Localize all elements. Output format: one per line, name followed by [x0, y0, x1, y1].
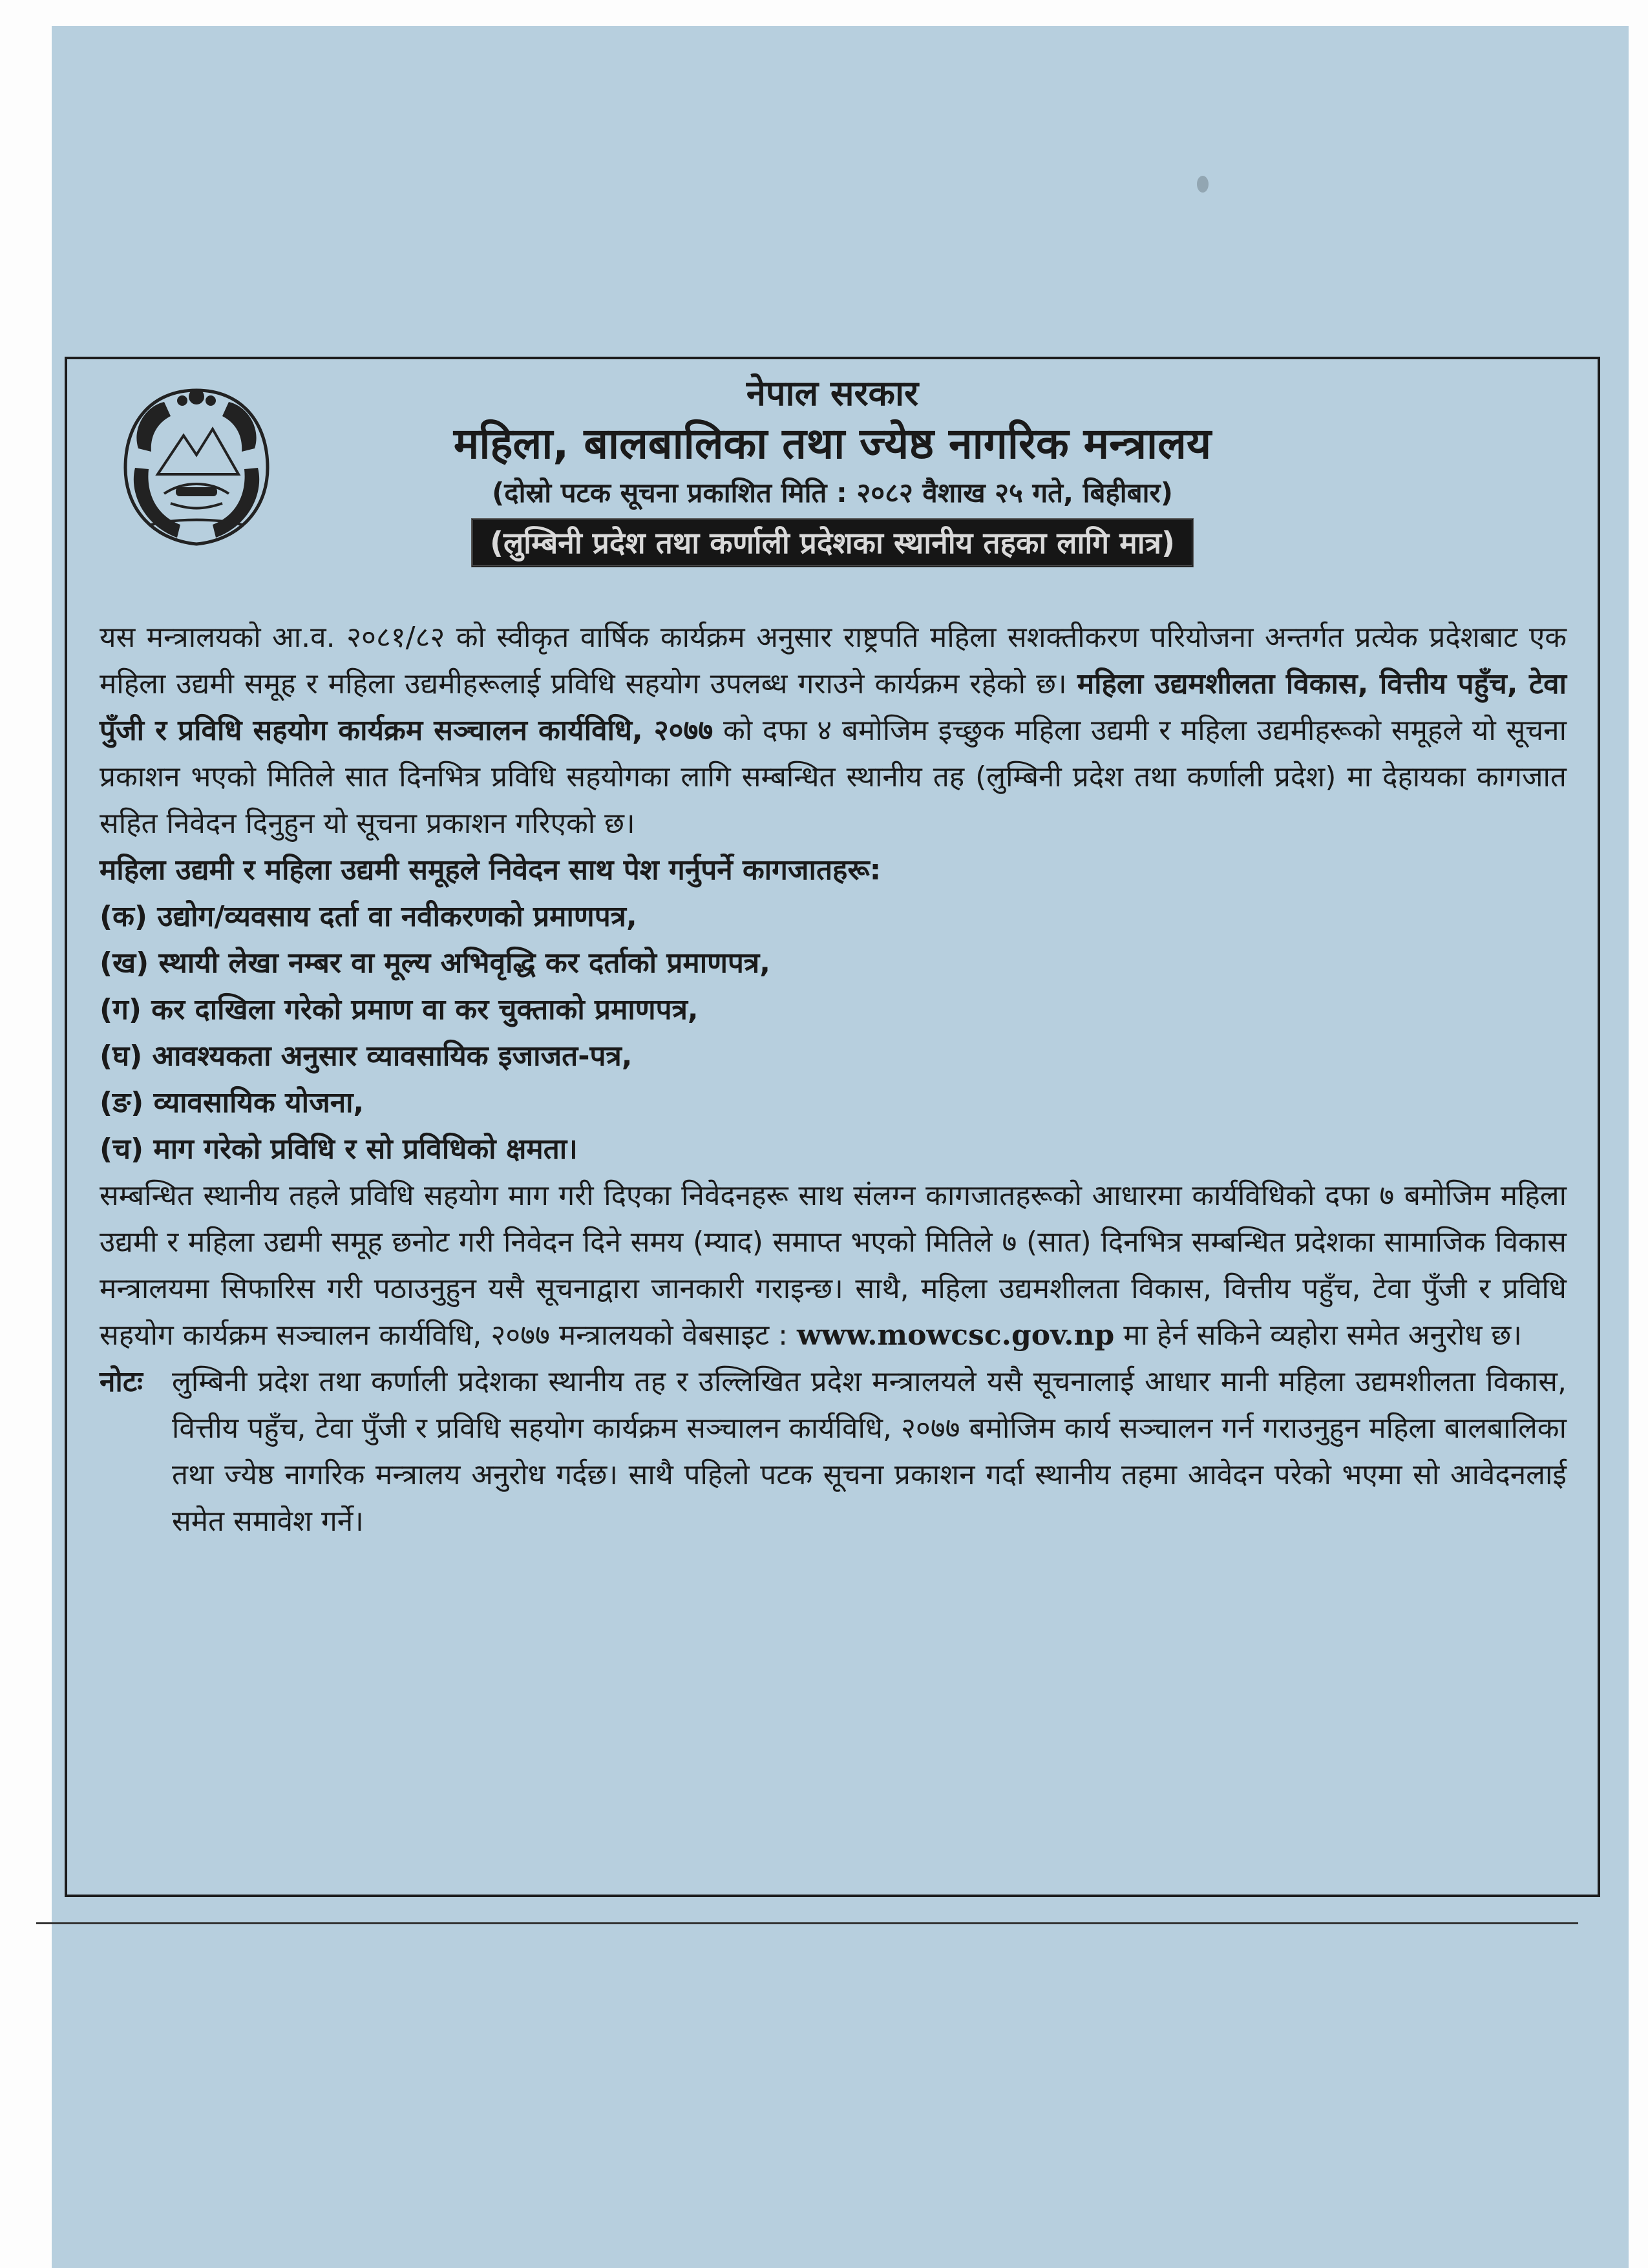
- list-item: (ख) स्थायी लेखा नम्बर वा मूल्य अभिवृद्धि कर दर्ताको प्रमाणपत्र,: [100, 947, 770, 980]
- documents-heading: महिला उद्यमी र महिला उद्यमी समूहले निवेदन साथ पेश गर्नुपर्ने कागजातहरू:: [100, 854, 882, 887]
- government-name: नेपाल सरकार: [746, 373, 919, 414]
- note-text: लुम्बिनी प्रदेश तथा कर्णाली प्रदेशका स्थानीय तह र उल्लिखित प्रदेश मन्त्रालयले यसै सूचनालाई आधार मानी महिला उद्यमशीलता विकास, वित्तीय पहुँच, टेवा पुँजी र प्रविधि सहयोग कार्यक्रम सञ्चालन कार्यविधि, २०७७ बमोजिम कार्य सञ्चालन गर्न गराउनुहुन महिला बालबालिका तथा ज्येष्ठ नागरिक मन्त्रालय अनुरोध गर्दछ। साथै पहिलो पटक सूचना प्रकाशन गर्दा स्थानीय तहमा आवेदन परेको भएमा सो आवेदनलाई समेत समावेश गर्ने।: [172, 1365, 1567, 1538]
- note-section: [100, 1359, 1567, 1545]
- ministry-name: महिला, बालबालिका तथा ज्येष्ठ नागरिक मन्त्रालय: [453, 419, 1212, 468]
- intro-tail: को दफा ४ बमोजिम इच्छुक महिला उद्यमी र महिला उद्यमीहरूको समूहले यो सूचना प्रकाशन भएको मितिले सात दिनभित्र प्रविधि सहयोगका लागि सम्बन्धित स्थानीय तह (लुम्बिनी प्रदेश तथा कर्णाली प्रदेश) मा देहायका कागजात सहित निवेदन दिनुहुन यो सूचना प्रकाशन गरिएको छ।: [100, 714, 1567, 840]
- publication-date: (दोस्रो पटक सूचना प्रकाशित मिति : २०८२ वैशाख २५ गते, बिहीबार): [492, 477, 1173, 509]
- note-label: नोटः: [100, 1365, 143, 1398]
- notice-body: [100, 614, 1567, 1545]
- list-item: (ङ) व्यावसायिक योजना,: [100, 1086, 364, 1119]
- ink-smudge: [1197, 176, 1209, 193]
- notice-box: [65, 357, 1600, 1897]
- list-item: (क) उद्योग/व्यवसाय दर्ता वा नवीकरणको प्रमाणपत्र,: [100, 900, 637, 933]
- process-paragraph: [100, 1173, 1567, 1359]
- list-item: (घ) आवश्यकता अनुसार व्यावसायिक इजाजत-पत्र,: [100, 1040, 633, 1073]
- bottom-rule: [36, 1922, 1578, 1924]
- list-item: (ग) कर दाखिला गरेको प्रमाण वा कर चुक्ताको प्रमाणपत्र,: [100, 993, 699, 1026]
- notice-header: [67, 372, 1598, 567]
- procedure-title: महिला उद्यमशीलता विकास, वित्तीय पहुँच, टेवा पुँजी र प्रविधि सहयोग कार्यक्रम सञ्चालन कार्यविधि, २०७७: [100, 667, 1567, 747]
- intro-paragraph: [100, 614, 1567, 847]
- process-text: सम्बन्धित स्थानीय तहले प्रविधि सहयोग माग गरी दिएका निवेदनहरू साथ संलग्न कागजातहरूको आधारमा कार्यविधिको दफा ७ बमोजिम महिला उद्यमी र महिला उद्यमी समूह छनोट गरी निवेदन दिने समय (म्याद) समाप्त भएको मितिले ७ (सात) दिनभित्र सम्बन्धित प्रदेशका सामाजिक विकास मन्त्रालयमा सिफारिस गरी पठाउनुहुन यसै सूचनाद्वारा जानकारी गराइन्छ। साथै, महिला उद्यमशीलता विकास, वित्तीय पहुँच, टेवा पुँजी र प्रविधि सहयोग कार्यक्रम सञ्चालन कार्यविधि, २०७७ मन्त्रालयको वेबसाइट :: [100, 1179, 1567, 1352]
- scope-banner: (लुम्बिनी प्रदेश तथा कर्णाली प्रदेशका स्थानीय तहका लागि मात्र): [471, 518, 1194, 567]
- documents-list: [100, 894, 1567, 1173]
- website-link: www.mowcsc.gov.np: [796, 1319, 1115, 1352]
- process-tail: मा हेर्न सकिने व्यहोरा समेत अनुरोध छ।: [1123, 1319, 1522, 1352]
- intro-text: यस मन्त्रालयको आ.व. २०८१/८२ को स्वीकृत वार्षिक कार्यक्रम अनुसार राष्ट्रपति महिला सशक्तीकरण परियोजना अन्तर्गत प्रत्येक प्रदेशबाट एक महिला उद्यमी समूह र महिला उद्यमीहरूलाई प्रविधि सहयोग उपलब्ध गराउने कार्यक्रम रहेको छ।: [100, 621, 1567, 700]
- list-item: (च) माग गरेको प्रविधि र सो प्रविधिको क्षमता।: [100, 1133, 578, 1166]
